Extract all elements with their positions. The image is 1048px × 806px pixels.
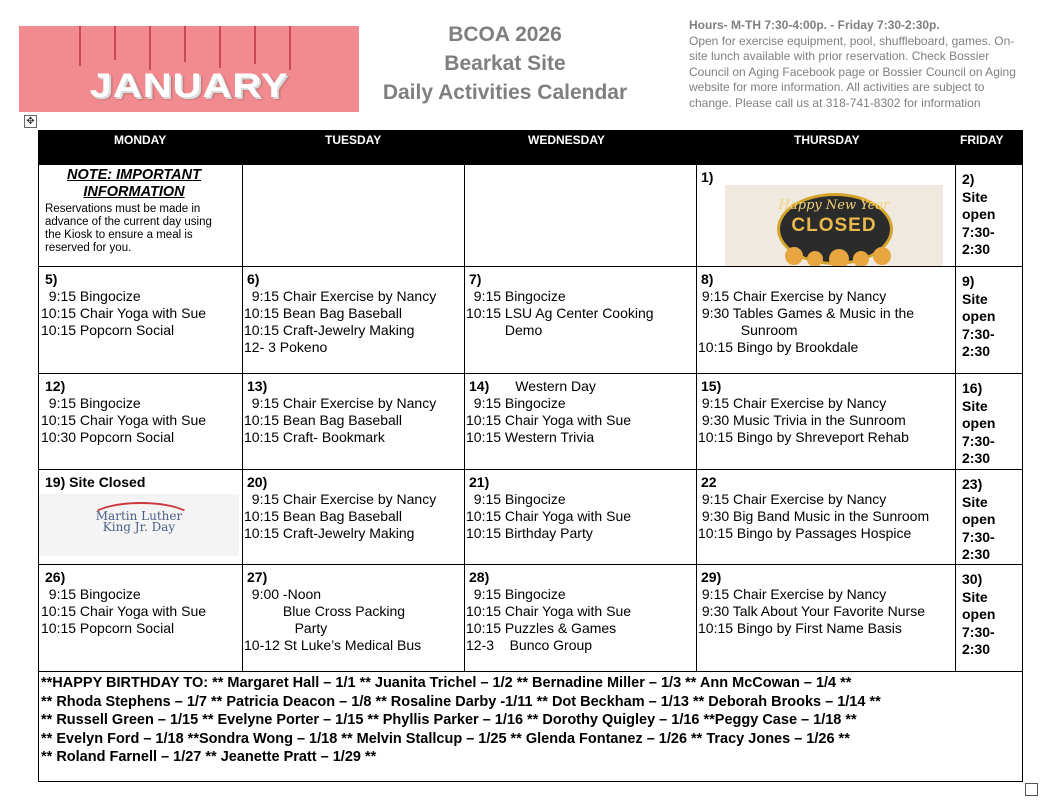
day-number: 20) [247,474,268,490]
site-open-text: 2:30 [962,450,991,466]
activity-line: 9:15 Bingocize [466,395,566,411]
activity-line: 10:15 Popcorn Social [41,620,175,636]
activity-line: 10:15 Bingo by Passages Hospice [698,525,912,541]
site-open-text: Site [962,588,988,605]
title-line: Daily Activities Calendar [382,81,628,104]
activity-line: 9:30 Tables Games & Music in the [698,305,915,321]
activity-line: 10:15 Bean Bag Baseball [244,412,403,428]
activity-line: Blue Cross Packing [244,603,406,619]
banner-word: JANUARY [89,67,289,105]
note-title: NOTE: IMPORTANT INFORMATION [67,167,201,200]
title-line: BCOA 2026 [448,23,562,46]
day-number: 27) [247,569,268,585]
activity-line: Party [244,620,328,636]
day-number: 21) [469,474,490,490]
day-number: 13) [247,378,268,394]
activity-line: 9:15 Chair Exercise by Nancy [244,395,437,411]
day-number: 9) [962,273,975,289]
day-number: 1) [701,169,714,185]
day-cell-fri [956,470,1023,565]
activity-line: 9:15 Chair Exercise by Nancy [244,288,437,304]
activity-line: 10:15 Chair Yoga with Sue [41,305,207,321]
activity-line: 10:15 Bean Bag Baseball [244,508,403,524]
day-cell-mon [38,470,243,565]
day-header-wednesday: WEDNESDAY [528,133,605,147]
day-number: 8) [701,271,714,287]
hours-info [689,18,1029,111]
activity-line: 10:15 Western Trivia [466,429,595,445]
day-cell-wed [465,470,697,565]
activity-line: Demo [466,322,543,338]
day-cell-tue [243,374,465,470]
activity-line: Sunroom [698,322,798,338]
day-cell-tue [243,565,465,672]
site-open-text: Site [962,493,988,510]
site-open-text: 2:30 [962,343,991,359]
title-line: Bearkat Site [444,52,566,75]
activity-line: 9:15 Bingocize [41,288,141,304]
activity-line: 9:30 Music Trivia in the Sunroom [698,412,906,428]
day-cell-wed [465,565,697,672]
site-open-text: 7:30- [962,623,995,640]
note-body: Reservations must be made in advance of the current day using the Kiosk to ensure a meal is reserved for you. [45,203,212,254]
activity-line: 10-12 St Luke’s Medical Bus [244,637,422,653]
closed-text: CLOSED [791,215,877,236]
day-cell-mon [38,165,243,267]
day-cell-thu [697,165,956,267]
day-header-thursday: THURSDAY [794,133,860,147]
day-header-row [38,130,1023,165]
activity-line: 10:15 Chair Yoga with Sue [466,412,632,428]
day-cell-thu [697,470,956,565]
day-cell-fri [956,565,1023,672]
activity-line: 9:15 Bingocize [466,491,566,507]
hours-title: Hours- M-TH 7:30-4:00p. - Friday 7:30-2:30p. [689,18,940,32]
day-cell-wed [465,165,697,267]
site-open-text: Site [962,188,988,205]
day-cell-fri [956,165,1023,267]
day-cell-mon [38,267,243,374]
activity-line: 10:15 Chair Yoga with Sue [466,508,632,524]
activity-line: 9:15 Chair Exercise by Nancy [244,491,437,507]
site-open-text: 2:30 [962,546,991,562]
day-cell-tue [243,470,465,565]
day-cell-fri [956,267,1023,374]
activity-line: 10:30 Popcorn Social [41,429,175,445]
site-open-text: 2:30 [962,241,991,257]
site-open-text: 2:30 [962,641,991,657]
day-number: 7) [469,271,482,287]
day-header-friday: FRIDAY [960,133,1004,147]
activity-line: 10:15 Popcorn Social [41,322,175,338]
day-header-tuesday: TUESDAY [325,133,382,147]
activity-line: 10:15 Chair Yoga with Sue [466,603,632,619]
activity-line: 9:15 Bingocize [466,288,566,304]
activity-line: 9:30 Talk About Your Favorite Nurse [698,603,925,619]
hours-body: Open for exercise equipment, pool, shuffleboard, games. On-site lunch available with prior reservation. Check Bossier Council on Aging Facebook page or Bossier Council on Aging website for more information. All activities are subject to change. Please call us at 318-741-8302 for information [689,33,1016,110]
activity-line: 10:15 LSU Ag Center Cooking [466,305,654,321]
activity-line: 9:00 -Noon [244,586,322,602]
activity-line: 9:15 Chair Exercise by Nancy [698,288,887,304]
special-day-label: Western Day [515,378,596,394]
new-year-text: Happy New Year [778,198,890,213]
new-year-closed-image [725,185,943,267]
calendar-title [370,20,640,107]
activity-line: 9:30 Big Band Music in the Sunroom [698,508,930,524]
mlk-day-image [39,494,239,556]
birthday-line: **HAPPY BIRTHDAY TO: ** Margaret Hall – 1/1 ** Juanita Trichel – 1/2 ** Bernadine Miller – 1/3 ** Ann McCowan – 1/4 ** [41,675,852,691]
activity-line: 10:15 Bingo by Brookdale [698,339,859,355]
activity-line: 10:15 Chair Yoga with Sue [41,603,207,619]
activity-line: 9:15 Bingocize [41,586,141,602]
day-cell-tue [243,165,465,267]
day-header-monday: MONDAY [114,133,167,147]
activity-line: 10:15 Chair Yoga with Sue [41,412,207,428]
day-number: 6) [247,271,260,287]
day-number: 19) Site Closed [45,474,146,490]
day-cell-thu [697,374,956,470]
day-number: 2) [962,171,975,187]
mlk-line: King Jr. Day [102,520,176,534]
site-open-text: 7:30- [962,223,995,240]
day-cell-tue [243,267,465,374]
resize-handle[interactable] [1025,783,1038,796]
january-banner [19,26,359,112]
activity-line: 9:15 Chair Exercise by Nancy [698,586,887,602]
site-open-text: open [962,415,996,431]
day-number: 16) [962,380,983,396]
table-move-handle-icon[interactable]: ✥ [24,115,37,128]
activity-line: 9:15 Chair Exercise by Nancy [698,395,887,411]
site-open-text: open [962,606,996,622]
day-cell-mon [38,565,243,672]
activity-line: 12- 3 Pokeno [244,339,328,355]
day-number: 14) [469,378,490,394]
day-number: 30) [962,571,983,587]
day-number: 5) [45,271,58,287]
day-number: 28) [469,569,490,585]
activity-line: 9:15 Chair Exercise by Nancy [698,491,887,507]
activity-line: 9:15 Bingocize [41,395,141,411]
activity-line: 12-3 Bunco Group [466,637,593,653]
mlk-line: Martin Luther [95,509,183,523]
site-open-text: open [962,206,996,222]
activity-line: 9:15 Bingocize [466,586,566,602]
birthday-line: ** Roland Farnell – 1/27 ** Jeanette Pratt – 1/29 ** [41,749,377,765]
day-number: 15) [701,378,722,394]
day-cell-thu [697,565,956,672]
day-cell-mon [38,374,243,470]
site-open-text: 7:30- [962,528,995,545]
day-cell-fri [956,374,1023,470]
birthday-list [38,672,1023,782]
activity-line: 10:15 Puzzles & Games [466,620,617,636]
day-cell-thu [697,267,956,374]
day-number: 23) [962,476,983,492]
site-open-text: 7:30- [962,432,995,449]
activity-line: 10:15 Bingo by First Name Basis [698,620,902,636]
birthday-line: ** Rhoda Stephens – 1/7 ** Patricia Deacon – 1/8 ** Rosaline Darby -1/11 ** Dot Beckham – 1/13 ** Deborah Brooks – 1/14 ** [41,693,881,710]
day-cell-wed [465,374,697,470]
site-open-text: open [962,511,996,527]
day-number: 26) [45,569,66,585]
day-number: 29) [701,569,722,585]
activity-line: 10:15 Craft-Jewelry Making [244,525,415,541]
day-number: 12) [45,378,66,394]
activity-line: 10:15 Bean Bag Baseball [244,305,403,321]
site-open-text: open [962,308,996,324]
activity-line: 10:15 Bingo by Shreveport Rehab [698,429,909,445]
site-open-text: Site [962,397,988,414]
site-open-text: 7:30- [962,325,995,342]
activity-line: 10:15 Craft-Jewelry Making [244,322,415,338]
activity-line: 10:15 Birthday Party [466,525,593,541]
birthday-line: ** Russell Green – 1/15 ** Evelyne Porter – 1/15 ** Phyllis Parker – 1/16 ** Dorothy Quigley – 1/16 **Peggy Case – 1/18 ** [41,712,857,728]
day-number: 22 [701,474,717,490]
day-cell-wed [465,267,697,374]
site-open-text: Site [962,290,988,307]
birthday-line: ** Evelyn Ford – 1/18 **Sondra Wong – 1/18 ** Melvin Stallcup – 1/25 ** Glenda Fontanez – 1/26 ** Tracy Jones – 1/26 ** [41,730,850,747]
activity-line: 10:15 Craft- Bookmark [244,429,385,445]
